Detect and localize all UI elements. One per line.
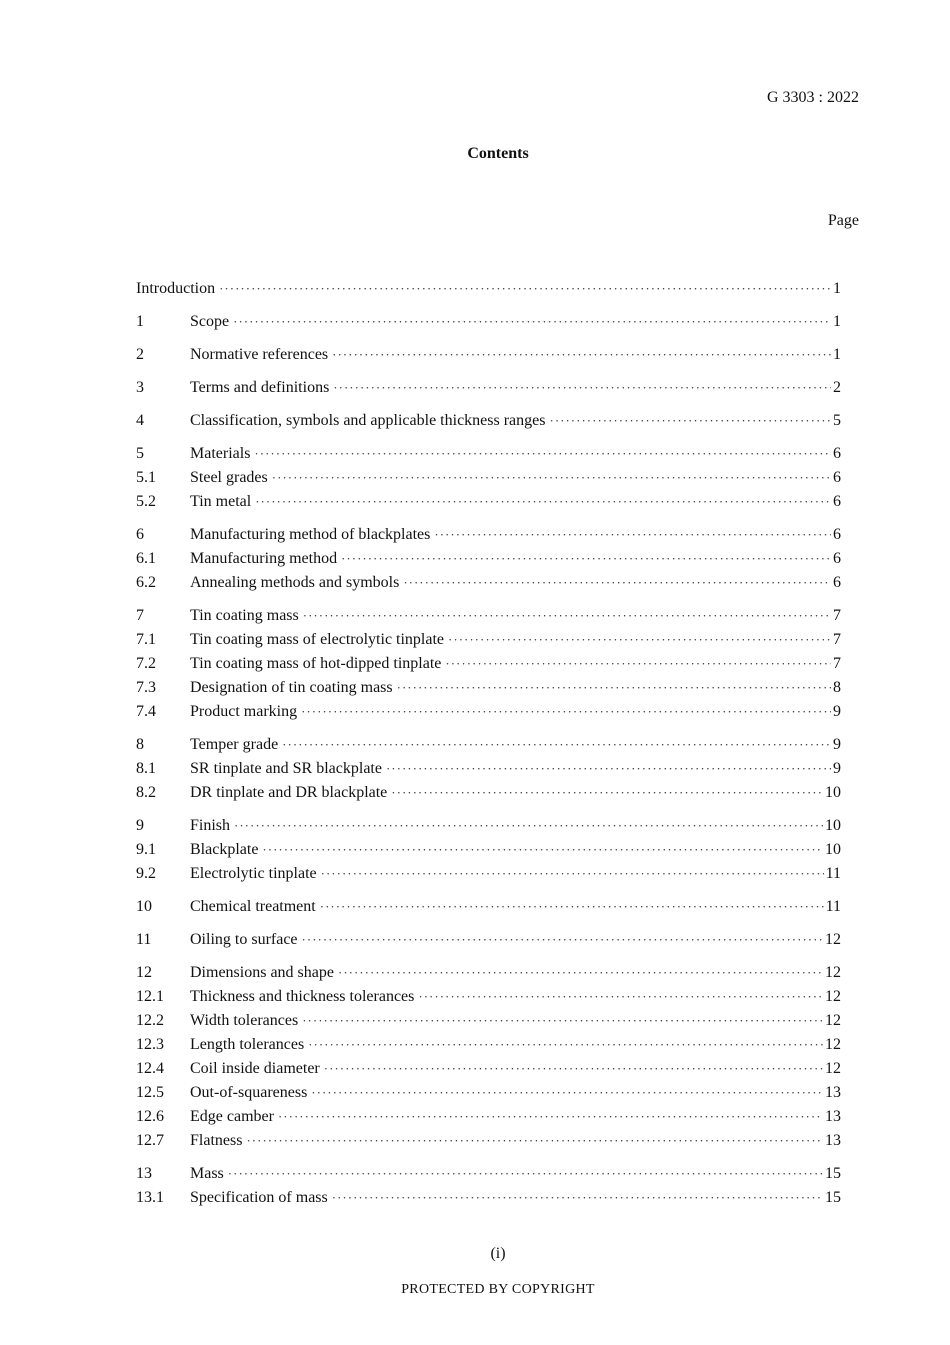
toc-dot-leader bbox=[254, 442, 831, 466]
toc-entry-page: 6 bbox=[833, 574, 841, 591]
toc-entry-label: Tin coating mass of hot-dipped tinplate bbox=[190, 655, 442, 672]
toc-entry-page: 12 bbox=[825, 931, 841, 948]
toc-entry[interactable] bbox=[136, 442, 841, 466]
toc-dot-leader bbox=[397, 676, 831, 700]
toc-dot-leader bbox=[448, 628, 831, 652]
toc-entry-label: Manufacturing method of blackplates bbox=[190, 526, 431, 543]
toc-entry-page: 13 bbox=[825, 1108, 841, 1125]
toc-dot-leader bbox=[233, 310, 831, 334]
toc-dot-leader bbox=[324, 1057, 823, 1081]
toc-entry[interactable] bbox=[136, 409, 841, 433]
toc-entry-label: Introduction bbox=[136, 280, 216, 297]
footer-page-number: (i) bbox=[490, 1245, 506, 1262]
toc-entry-page: 11 bbox=[825, 898, 841, 915]
toc-entry-page: 7 bbox=[833, 607, 841, 624]
toc-entry[interactable] bbox=[136, 961, 841, 985]
toc-dot-leader bbox=[549, 409, 831, 433]
toc-entry-page: 12 bbox=[825, 1060, 841, 1077]
toc-entry-label: Width tolerances bbox=[190, 1012, 299, 1029]
table-of-contents bbox=[136, 277, 841, 1210]
toc-entry-page: 6 bbox=[833, 445, 841, 462]
toc-entry-number: 12.1 bbox=[136, 988, 164, 1005]
toc-entry-number: 13.1 bbox=[136, 1189, 164, 1206]
toc-entry[interactable] bbox=[136, 277, 841, 301]
toc-entry-number: 7.2 bbox=[136, 655, 156, 672]
toc-entry-page: 9 bbox=[833, 736, 841, 753]
toc-entry-label: Scope bbox=[190, 313, 230, 330]
toc-entry-number: 9.1 bbox=[136, 841, 156, 858]
toc-dot-leader bbox=[311, 1081, 823, 1105]
toc-entry-label: Chemical treatment bbox=[190, 898, 316, 915]
toc-entry[interactable] bbox=[136, 1105, 841, 1129]
toc-entry[interactable] bbox=[136, 1081, 841, 1105]
toc-entry-page: 9 bbox=[833, 703, 841, 720]
toc-entry-label: Product marking bbox=[190, 703, 298, 720]
toc-entry-number: 2 bbox=[136, 346, 144, 363]
toc-entry-label: Steel grades bbox=[190, 469, 268, 486]
toc-dot-leader bbox=[418, 985, 823, 1009]
toc-entry-page: 15 bbox=[825, 1165, 841, 1182]
toc-entry-number: 9 bbox=[136, 817, 144, 834]
toc-entry-number: 11 bbox=[136, 931, 152, 948]
toc-entry-page: 1 bbox=[833, 280, 841, 297]
toc-entry-page: 9 bbox=[833, 760, 841, 777]
toc-entry-number: 4 bbox=[136, 412, 144, 429]
toc-entry-label: Temper grade bbox=[190, 736, 279, 753]
toc-dot-leader bbox=[320, 895, 824, 919]
toc-entry-number: 1 bbox=[136, 313, 144, 330]
toc-entry-page: 15 bbox=[825, 1189, 841, 1206]
toc-entry-label: Tin metal bbox=[190, 493, 252, 510]
toc-dot-leader bbox=[445, 652, 831, 676]
toc-dot-leader bbox=[302, 928, 823, 952]
toc-entry-page: 6 bbox=[833, 550, 841, 567]
toc-entry-label: Annealing methods and symbols bbox=[190, 574, 400, 591]
page-column-label: Page bbox=[827, 212, 859, 229]
toc-entry-page: 7 bbox=[833, 631, 841, 648]
toc-entry-number: 8.2 bbox=[136, 784, 156, 801]
toc-entry-page: 7 bbox=[833, 655, 841, 672]
toc-entry[interactable] bbox=[136, 838, 841, 862]
toc-entry-label: Electrolytic tinplate bbox=[190, 865, 317, 882]
toc-entry-number: 13 bbox=[136, 1165, 152, 1182]
toc-dot-leader bbox=[278, 1105, 823, 1129]
toc-dot-leader bbox=[332, 343, 831, 367]
toc-entry-label: Tin coating mass of electrolytic tinplate bbox=[190, 631, 445, 648]
toc-entry-label: Coil inside diameter bbox=[190, 1060, 320, 1077]
copyright-notice: PROTECTED BY COPYRIGHT bbox=[401, 1282, 595, 1297]
toc-entry[interactable] bbox=[136, 571, 841, 595]
toc-entry[interactable] bbox=[136, 1009, 841, 1033]
toc-dot-leader bbox=[234, 814, 823, 838]
toc-dot-leader bbox=[341, 547, 831, 571]
toc-entry-number: 3 bbox=[136, 379, 144, 396]
toc-entry-page: 13 bbox=[825, 1084, 841, 1101]
toc-entry-label: Blackplate bbox=[190, 841, 259, 858]
toc-dot-leader bbox=[308, 1033, 823, 1057]
toc-dot-leader bbox=[434, 523, 831, 547]
toc-entry-page: 5 bbox=[833, 412, 841, 429]
toc-entry-label: Classification, symbols and applicable thickness ranges bbox=[190, 412, 546, 429]
toc-entry-label: Manufacturing method bbox=[190, 550, 338, 567]
toc-dot-leader bbox=[303, 604, 831, 628]
toc-dot-leader bbox=[386, 757, 831, 781]
toc-entry-number: 12.3 bbox=[136, 1036, 164, 1053]
toc-entry[interactable] bbox=[136, 1186, 841, 1210]
toc-entry-label: Flatness bbox=[190, 1132, 243, 1149]
toc-entry[interactable] bbox=[136, 466, 841, 490]
toc-entry[interactable] bbox=[136, 547, 841, 571]
toc-entry-label: Mass bbox=[190, 1165, 224, 1182]
toc-entry[interactable] bbox=[136, 1162, 841, 1186]
toc-entry-label: Thickness and thickness tolerances bbox=[190, 988, 415, 1005]
toc-dot-leader bbox=[302, 1009, 823, 1033]
toc-entry[interactable] bbox=[136, 1129, 841, 1153]
toc-entry-page: 12 bbox=[825, 964, 841, 981]
toc-entry-page: 10 bbox=[825, 841, 841, 858]
page-title: Contents bbox=[467, 145, 529, 162]
toc-entry-page: 1 bbox=[833, 313, 841, 330]
toc-entry-page: 12 bbox=[825, 1012, 841, 1029]
toc-entry-number: 10 bbox=[136, 898, 152, 915]
toc-entry-label: Normative references bbox=[190, 346, 329, 363]
toc-entry-label: Out-of-squareness bbox=[190, 1084, 308, 1101]
toc-entry-page: 2 bbox=[833, 379, 841, 396]
toc-entry-label: Materials bbox=[190, 445, 251, 462]
toc-entry-number: 6.1 bbox=[136, 550, 156, 567]
toc-dot-leader bbox=[403, 571, 831, 595]
toc-entry[interactable] bbox=[136, 733, 841, 757]
toc-entry[interactable] bbox=[136, 676, 841, 700]
toc-dot-leader bbox=[255, 490, 831, 514]
toc-entry-page: 6 bbox=[833, 493, 841, 510]
toc-entry-number: 7 bbox=[136, 607, 144, 624]
toc-entry-number: 12.5 bbox=[136, 1084, 164, 1101]
toc-entry-label: Edge camber bbox=[190, 1108, 274, 1125]
toc-entry-number: 5 bbox=[136, 445, 144, 462]
toc-entry[interactable] bbox=[136, 781, 841, 805]
toc-entry[interactable] bbox=[136, 652, 841, 676]
toc-dot-leader bbox=[272, 466, 831, 490]
toc-entry-page: 10 bbox=[825, 784, 841, 801]
toc-entry[interactable] bbox=[136, 862, 841, 886]
toc-entry-number: 6.2 bbox=[136, 574, 156, 591]
toc-entry[interactable] bbox=[136, 700, 841, 724]
toc-entry-page: 8 bbox=[833, 679, 841, 696]
toc-dot-leader bbox=[338, 961, 823, 985]
toc-entry[interactable] bbox=[136, 376, 841, 400]
toc-entry-label: Dimensions and shape bbox=[190, 964, 334, 981]
toc-entry-page: 12 bbox=[825, 1036, 841, 1053]
toc-entry-number: 12.2 bbox=[136, 1012, 164, 1029]
toc-entry-number: 12.6 bbox=[136, 1108, 164, 1125]
toc-entry[interactable] bbox=[136, 757, 841, 781]
toc-entry-number: 7.3 bbox=[136, 679, 156, 696]
toc-entry-label: SR tinplate and SR blackplate bbox=[190, 760, 382, 777]
toc-entry-page: 6 bbox=[833, 469, 841, 486]
toc-dot-leader bbox=[332, 1186, 823, 1210]
toc-entry[interactable] bbox=[136, 343, 841, 367]
toc-dot-leader bbox=[282, 733, 831, 757]
toc-entry-page: 13 bbox=[825, 1132, 841, 1149]
toc-entry-number: 6 bbox=[136, 526, 144, 543]
toc-entry-label: Oiling to surface bbox=[190, 931, 298, 948]
toc-dot-leader bbox=[246, 1129, 823, 1153]
toc-entry[interactable] bbox=[136, 490, 841, 514]
toc-entry[interactable] bbox=[136, 814, 841, 838]
toc-entry-label: DR tinplate and DR blackplate bbox=[190, 784, 388, 801]
document-code: G 3303 : 2022 bbox=[767, 89, 859, 106]
toc-entry[interactable] bbox=[136, 604, 841, 628]
toc-dot-leader bbox=[301, 700, 831, 724]
toc-dot-leader bbox=[228, 1162, 823, 1186]
toc-dot-leader bbox=[262, 838, 823, 862]
toc-entry-number: 8 bbox=[136, 736, 144, 753]
toc-entry-label: Length tolerances bbox=[190, 1036, 305, 1053]
toc-entry-page: 12 bbox=[825, 988, 841, 1005]
toc-entry[interactable] bbox=[136, 523, 841, 547]
toc-entry-number: 5.1 bbox=[136, 469, 156, 486]
toc-entry-number: 9.2 bbox=[136, 865, 156, 882]
toc-entry-number: 12.4 bbox=[136, 1060, 164, 1077]
toc-entry-number: 8.1 bbox=[136, 760, 156, 777]
toc-dot-leader bbox=[219, 277, 831, 301]
toc-entry[interactable] bbox=[136, 928, 841, 952]
toc-entry-number: 12.7 bbox=[136, 1132, 164, 1149]
toc-dot-leader bbox=[333, 376, 831, 400]
toc-dot-leader bbox=[391, 781, 823, 805]
toc-entry-label: Finish bbox=[190, 817, 231, 834]
toc-entry-label: Specification of mass bbox=[190, 1189, 328, 1206]
toc-entry[interactable] bbox=[136, 1057, 841, 1081]
toc-entry-number: 5.2 bbox=[136, 493, 156, 510]
toc-entry-label: Terms and definitions bbox=[190, 379, 330, 396]
toc-entry-page: 11 bbox=[825, 865, 841, 882]
toc-entry-number: 12 bbox=[136, 964, 152, 981]
toc-entry-number: 7.1 bbox=[136, 631, 156, 648]
toc-entry-page: 6 bbox=[833, 526, 841, 543]
toc-entry[interactable] bbox=[136, 628, 841, 652]
toc-entry-label: Designation of tin coating mass bbox=[190, 679, 393, 696]
toc-entry[interactable] bbox=[136, 985, 841, 1009]
toc-dot-leader bbox=[321, 862, 824, 886]
toc-entry[interactable] bbox=[136, 310, 841, 334]
toc-entry-page: 1 bbox=[833, 346, 841, 363]
toc-entry-page: 10 bbox=[825, 817, 841, 834]
toc-entry[interactable] bbox=[136, 1033, 841, 1057]
toc-entry-number: 7.4 bbox=[136, 703, 156, 720]
toc-entry[interactable] bbox=[136, 895, 841, 919]
toc-entry-label: Tin coating mass bbox=[190, 607, 299, 624]
